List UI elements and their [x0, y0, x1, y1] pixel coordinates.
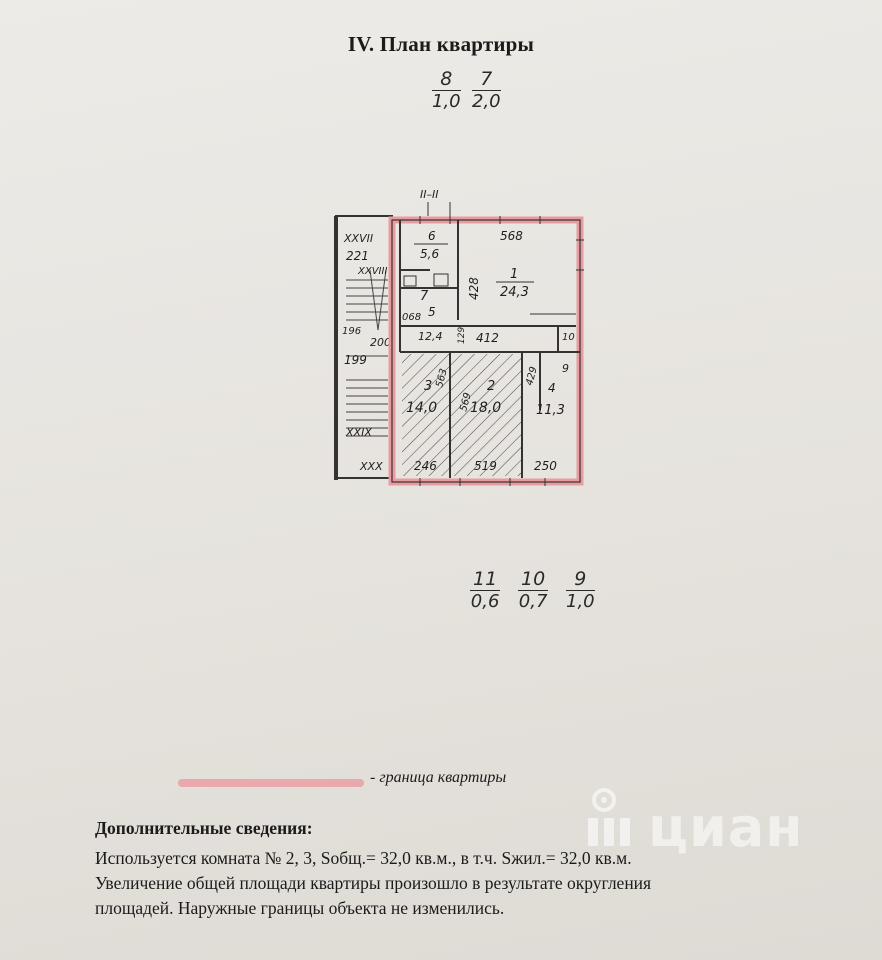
- room-area: 5,6: [420, 247, 440, 261]
- dimension-label: 428: [467, 277, 481, 300]
- dimension-label: 196: [342, 326, 362, 337]
- info-heading: Дополнительные сведения:: [95, 818, 313, 838]
- stair-mark: XXIX: [346, 426, 372, 439]
- room-number: 6: [428, 229, 436, 243]
- fraction-value: 1,0: [432, 91, 461, 112]
- fraction-number: 9: [566, 570, 595, 591]
- dimension-label: 12,4: [418, 330, 443, 343]
- fraction-value: 0,6: [470, 591, 500, 612]
- dimension-label: 200: [370, 336, 391, 349]
- fraction-value: 0,7: [518, 591, 548, 612]
- dimension-label: 068: [402, 312, 422, 323]
- dimension-label: 221: [346, 249, 369, 263]
- dimension-label: 569: [458, 391, 474, 413]
- dimension-label: 519: [474, 459, 497, 473]
- page-title: IV. План квартиры: [347, 32, 535, 56]
- fraction-value: 1,0: [566, 591, 595, 612]
- stair-mark: XXX: [360, 460, 383, 473]
- dimension-label: 246: [414, 459, 437, 473]
- room-number: 2: [487, 379, 496, 394]
- info-text: [95, 846, 855, 921]
- room-number: 3: [424, 379, 433, 394]
- dimension-label: 199: [344, 353, 367, 367]
- room-area: 11,3: [536, 403, 565, 418]
- room-number: 9: [562, 362, 569, 375]
- room-number: 5: [428, 305, 436, 319]
- fraction-value: 2,0: [472, 91, 501, 112]
- dimension-label: 250: [534, 459, 557, 473]
- watermark-text: циан: [648, 796, 804, 859]
- room-number: 10: [562, 332, 575, 343]
- axis-label: II–II: [420, 188, 439, 201]
- info-line: площадей. Наружные границы объекта не изменились.: [95, 898, 505, 918]
- fraction-bottom-1: [470, 570, 500, 611]
- fraction-number: 11: [470, 570, 500, 591]
- fraction-bottom-2: [518, 570, 548, 611]
- fraction-top-1: [432, 70, 461, 111]
- fraction-number: 8: [432, 70, 461, 91]
- dimension-label: 563: [434, 367, 450, 389]
- room-number: 4: [548, 381, 556, 395]
- stair-mark: XXVIII: [358, 266, 388, 277]
- dimension-label: 568: [500, 229, 523, 243]
- room-number: 1: [510, 267, 519, 282]
- fraction-top-2: [472, 70, 501, 111]
- stair-mark: XXVII: [344, 232, 374, 245]
- info-line: Используется комната № 2, 3, Sобщ.= 32,0 кв.м., в т.ч. Sжил.= 32,0 кв.м.: [95, 848, 632, 868]
- room-area: 24,3: [500, 285, 529, 300]
- dimension-label: 429: [524, 365, 540, 387]
- fraction-number: 10: [518, 570, 548, 591]
- room-number: 7: [420, 289, 429, 304]
- fraction-number: 7: [472, 70, 501, 91]
- dimension-label: 412: [476, 331, 499, 345]
- floor-plan: [330, 180, 592, 490]
- legend-text: - граница квартиры: [370, 769, 507, 786]
- fraction-bottom-3: [566, 570, 595, 611]
- room-area: 14,0: [406, 400, 438, 416]
- dimension-label: 129: [457, 326, 467, 344]
- info-line: Увеличение общей площади квартиры произошло в результате округления: [95, 873, 652, 893]
- legend-boundary-line: [178, 779, 364, 787]
- room-area: 18,0: [470, 400, 502, 416]
